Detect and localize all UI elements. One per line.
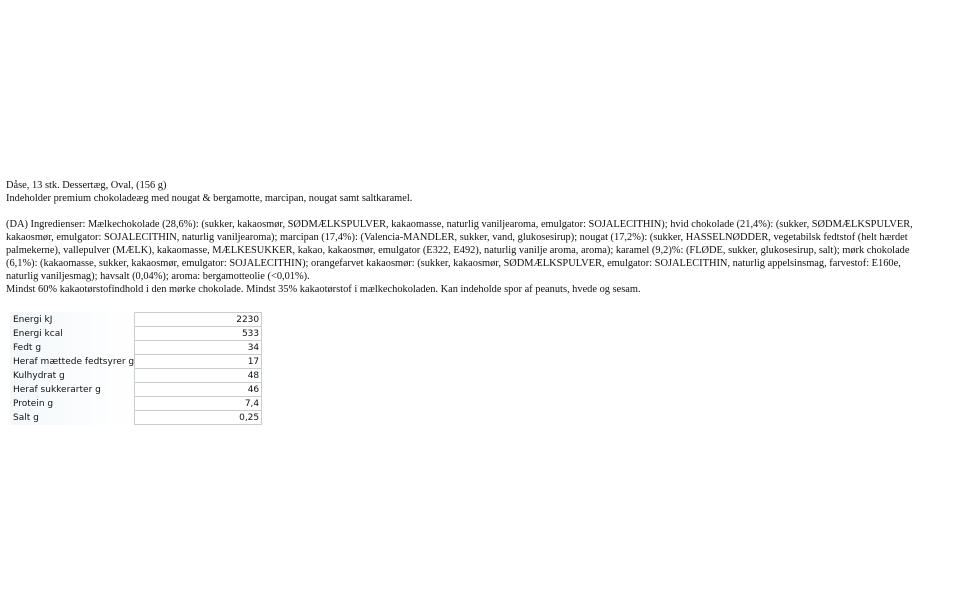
ingredients-line: palmekerne), vallepulver (MÆLK), kakaomasse, MÆLKESUKKER, kakao, kakaosmør, emulgator (E322, E492), naturlig vanilje aroma, aroma); karamel (9,2)%: (FLØDE, sukker, glukosesirup, salt); mørk chokolade — [6, 245, 910, 256]
product-text — [6, 179, 956, 296]
nutrient-value: 46 — [134, 383, 262, 397]
nutrient-label: Protein g — [10, 397, 134, 411]
nutrient-value: 2230 — [134, 312, 262, 327]
ingredients-line: kakaosmør, emulgator: SOJALECITHIN, naturlig vaniljearoma); marcipan (17,4%): (Valencia-MANDLER, sukker, vand, glukosesirup); nougat (17,2%): (sukker, HASSELNØDDER, vegetabilsk fedtstof (helt hærdet — [6, 232, 908, 243]
ingredients-line: (6,1%): (kakaomasse, sukker, kakaosmør, emulgator: SOJALECITHIN); orangefarvet kakaosmør: (sukker, kakaosmør, SØDMÆLKSPULVER, emulgator: SOJALECITHIN, naturlig appelsinsmag, farvestof: E160e, — [6, 258, 901, 269]
ingredients-line: (DA) Ingredienser: Mælkechokolade (28,6%): (sukker, kakaosmør, SØDMÆLKSPULVER, kakaomasse, naturlig vaniljearoma, emulgator: SOJALECITHIN); hvid chokolade (21,4%): (sukker, SØDMÆLKSPULVER, — [6, 219, 913, 230]
nutrient-value: 17 — [134, 355, 262, 369]
nutrition-table — [10, 312, 262, 425]
product-description: Indeholder premium chokoladeæg med nougat & bergamotte, marcipan, nougat samt saltkaramel. — [6, 193, 413, 204]
table-row — [10, 341, 262, 355]
table-row — [10, 312, 262, 327]
nutrient-label: Energi kJ — [10, 312, 134, 327]
table-row — [10, 397, 262, 411]
nutrient-value: 7,4 — [134, 397, 262, 411]
nutrient-label: Heraf mættede fedtsyrer g — [10, 355, 134, 369]
ingredients-block — [6, 218, 956, 296]
nutrient-value: 48 — [134, 369, 262, 383]
table-row — [10, 327, 262, 341]
nutrient-label: Fedt g — [10, 341, 134, 355]
table-row — [10, 369, 262, 383]
table-row — [10, 355, 262, 369]
nutrient-label: Energi kcal — [10, 327, 134, 341]
nutrient-value: 0,25 — [134, 411, 262, 425]
product-title: Dåse, 13 stk. Dessertæg, Oval, (156 g) — [6, 180, 167, 191]
nutrient-label: Salt g — [10, 411, 134, 425]
ingredients-line: naturlig vaniljesmag); havsalt (0,04%); aroma: bergamotteolie (<0,01%). — [6, 271, 310, 282]
nutrient-label: Kulhydrat g — [10, 369, 134, 383]
nutrient-value: 34 — [134, 341, 262, 355]
cocoa-note: Mindst 60% kakaotørstofindhold i den mørke chokolade. Mindst 35% kakaotørstof i mælkechokoladen. Kan indeholde spor af peanuts, hvede og sesam. — [6, 284, 641, 295]
table-row — [10, 411, 262, 425]
nutrient-value: 533 — [134, 327, 262, 341]
nutrient-label: Heraf sukkerarter g — [10, 383, 134, 397]
table-row — [10, 383, 262, 397]
